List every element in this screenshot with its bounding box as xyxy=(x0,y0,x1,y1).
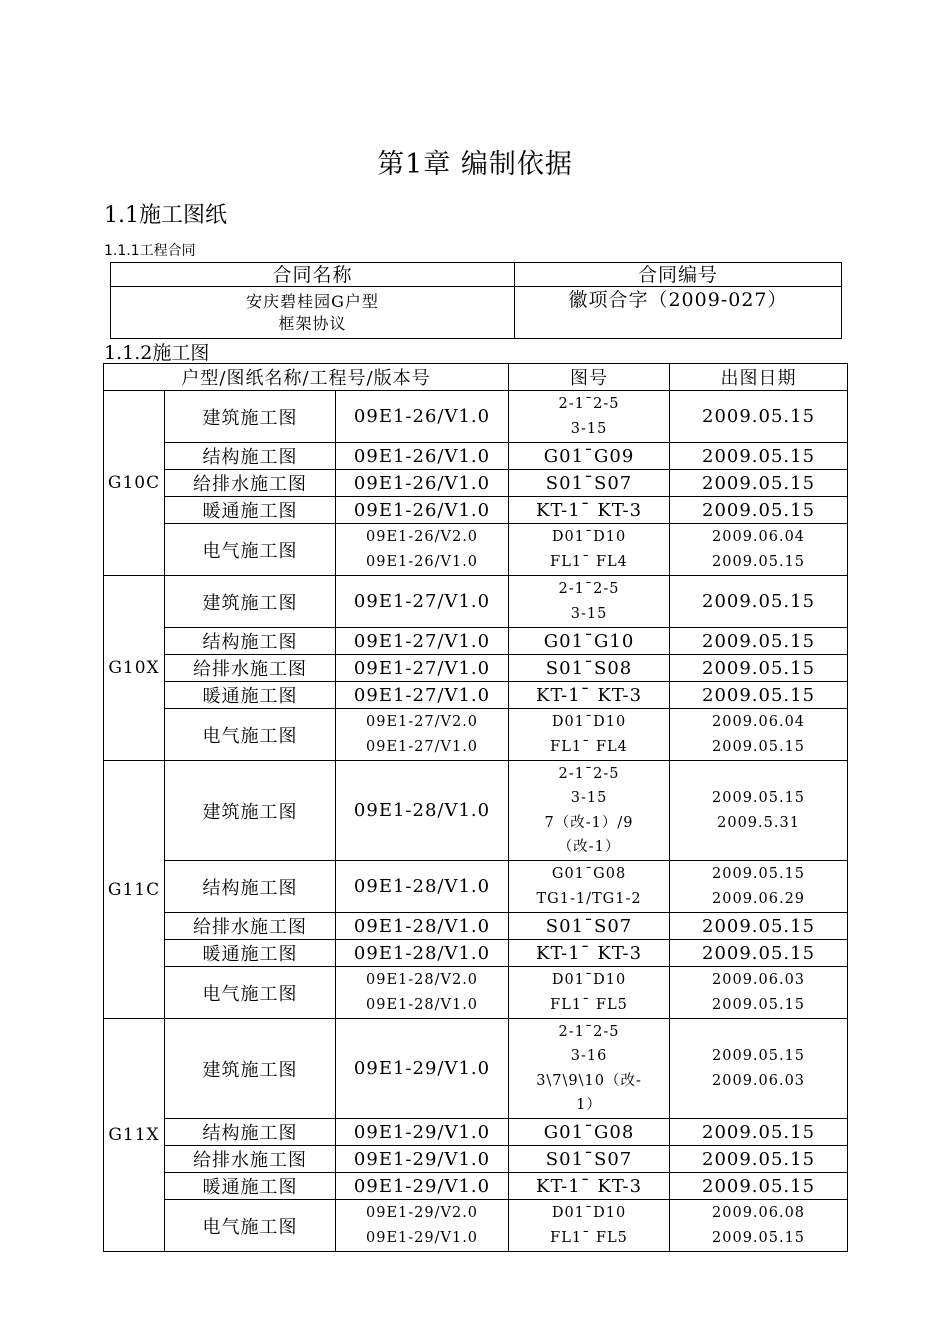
drawing-no-cell xyxy=(509,761,670,861)
project-no-cell xyxy=(336,628,509,655)
cell-line: FL1¯ FL5 xyxy=(550,996,628,1013)
drawing-no-cell xyxy=(509,576,670,628)
cell-line: 2009.06.04 xyxy=(712,529,806,545)
cell-line: KT-1¯ KT-3 xyxy=(536,684,643,706)
issue-date-cell xyxy=(670,628,848,655)
cell-line: 09E1-28/V1.0 xyxy=(353,915,491,937)
drawing-no-cell xyxy=(509,497,670,524)
cell-line: 09E1-28/V1.0 xyxy=(366,996,479,1013)
contract-name-cell xyxy=(111,287,515,339)
issue-date-cell xyxy=(670,709,848,761)
drawing-no-cell xyxy=(509,628,670,655)
cell-line: G01¯G10 xyxy=(543,630,635,652)
cell-line: 2009.06.03 xyxy=(712,972,806,988)
issue-date-cell xyxy=(670,655,848,682)
cell-line: 09E1-29/V1.0 xyxy=(353,1058,491,1079)
cell-line: 2009.05.15 xyxy=(712,738,806,755)
cell-line: KT-1¯ KT-3 xyxy=(536,1175,643,1197)
drawing-name-cell: 电气施工图 xyxy=(165,524,336,576)
drawing-name-cell: 电气施工图 xyxy=(165,709,336,761)
cell-line: 09E1-29/V1.0 xyxy=(353,1148,491,1170)
project-no-cell xyxy=(336,1119,509,1146)
unit-type-cell: G10X xyxy=(104,576,165,761)
table-row xyxy=(104,709,848,761)
cell-line: 2-1¯2-5 xyxy=(558,1023,620,1040)
drawing-no-cell xyxy=(509,861,670,913)
table-row xyxy=(104,524,848,576)
table-row xyxy=(104,576,848,628)
cell-line: 3-15 xyxy=(570,420,608,437)
cell-line: 2009.05.15 xyxy=(702,684,816,706)
table-row xyxy=(104,470,848,497)
cell-line: KT-1¯ KT-3 xyxy=(536,499,643,521)
cell-line: 09E1-26/V1.0 xyxy=(353,406,491,427)
project-no-cell xyxy=(336,524,509,576)
table-row xyxy=(104,1146,848,1173)
cell-line: 2009.5.31 xyxy=(717,814,800,831)
cell-line: 09E1-28/V1.0 xyxy=(353,800,491,821)
issue-date-cell xyxy=(670,940,848,967)
cell-line: 09E1-28/V2.0 xyxy=(366,972,479,988)
cell-line: 2009.05.15 xyxy=(702,445,816,467)
cell-line: 2009.05.15 xyxy=(702,630,816,652)
drawing-name-cell: 电气施工图 xyxy=(165,967,336,1019)
cell-line: 09E1-26/V1.0 xyxy=(353,445,491,467)
cell-line: 09E1-26/V1.0 xyxy=(353,472,491,494)
project-no-cell xyxy=(336,761,509,861)
cell-line: 3-15 xyxy=(570,790,608,806)
issue-date-cell xyxy=(670,682,848,709)
cell-line: D01¯D10 xyxy=(551,1205,627,1221)
cell-line: G01¯G08 xyxy=(551,866,627,882)
cell-line: 09E1-26/V1.0 xyxy=(353,499,491,521)
contract-table xyxy=(110,262,842,339)
project-no-cell xyxy=(336,682,509,709)
issue-date-cell xyxy=(670,576,848,628)
cell-line: G01¯G08 xyxy=(543,1121,635,1143)
chapter-title: 第1章 编制依据 xyxy=(377,149,573,180)
cell-line: FL1¯ FL5 xyxy=(550,1229,628,1246)
cell-line: S01¯S07 xyxy=(545,472,633,494)
drawing-no-cell xyxy=(509,1173,670,1200)
cell-line: 2009.05.15 xyxy=(702,591,816,612)
cell-line: 2009.05.15 xyxy=(712,1229,806,1246)
contract-header-number: 合同编号 xyxy=(515,263,842,287)
table-row xyxy=(104,913,848,940)
cell-line: 09E1-27/V1.0 xyxy=(353,630,491,652)
project-no-cell xyxy=(336,913,509,940)
cell-line: 2009.06.08 xyxy=(712,1205,806,1221)
project-no-cell xyxy=(336,497,509,524)
table-row xyxy=(104,497,848,524)
issue-date-cell xyxy=(670,967,848,1019)
table-row xyxy=(104,1200,848,1252)
contract-number-cell: 徽项合字（2009-027） xyxy=(515,287,842,339)
project-no-cell xyxy=(336,576,509,628)
contract-name-line: 框架协议 xyxy=(278,314,347,333)
drawing-name-cell: 建筑施工图 xyxy=(165,391,336,443)
issue-date-cell xyxy=(670,443,848,470)
drawing-no-cell xyxy=(509,1146,670,1173)
unit-type-cell: G10C xyxy=(104,391,165,576)
issue-date-cell xyxy=(670,1019,848,1119)
cell-line: 2009.05.15 xyxy=(702,472,816,494)
drawing-name-cell: 结构施工图 xyxy=(165,628,336,655)
cell-line: 2-1¯2-5 xyxy=(558,581,620,597)
cell-line: D01¯D10 xyxy=(551,529,627,545)
drawing-no-cell xyxy=(509,940,670,967)
cell-line: 2009.05.15 xyxy=(702,1175,816,1197)
cell-line: 09E1-27/V1.0 xyxy=(353,591,491,612)
drawing-no-cell xyxy=(509,1119,670,1146)
table-row xyxy=(104,1119,848,1146)
drawing-name-cell: 电气施工图 xyxy=(165,1200,336,1252)
table-row xyxy=(104,682,848,709)
cell-line: 2009.05.15 xyxy=(702,406,816,427)
cell-line: 2009.05.15 xyxy=(712,866,806,882)
cell-line: FL1¯ FL4 xyxy=(550,553,628,570)
cell-line: 2-1¯2-5 xyxy=(558,396,620,412)
drawing-name-cell: 给排水施工图 xyxy=(165,913,336,940)
drawing-name-cell: 暖通施工图 xyxy=(165,497,336,524)
cell-line: 2009.06.29 xyxy=(712,890,806,907)
unit-type-cell: G11X xyxy=(104,1019,165,1252)
cell-line: 09E1-27/V1.0 xyxy=(366,738,479,755)
cell-line: 2009.05.15 xyxy=(712,790,806,806)
project-no-cell xyxy=(336,443,509,470)
drawing-name-cell: 给排水施工图 xyxy=(165,655,336,682)
drawing-name-cell: 建筑施工图 xyxy=(165,761,336,861)
drawing-no-cell xyxy=(509,967,670,1019)
issue-date-cell xyxy=(670,1173,848,1200)
project-no-cell xyxy=(336,470,509,497)
contract-header-name: 合同名称 xyxy=(111,263,515,287)
cell-line: G01¯G09 xyxy=(543,445,635,467)
cell-line: 09E1-29/V2.0 xyxy=(366,1205,479,1221)
table-row xyxy=(104,391,848,443)
cell-line: （改-1） xyxy=(557,839,621,855)
issue-date-cell xyxy=(670,1119,848,1146)
drawing-no-cell xyxy=(509,1200,670,1252)
cell-line: 2009.05.15 xyxy=(702,1148,816,1170)
drawing-name-cell: 结构施工图 xyxy=(165,1119,336,1146)
header-type-name-project: 户型/图纸名称/工程号/版本号 xyxy=(104,364,509,391)
cell-line: KT-1¯ KT-3 xyxy=(536,942,643,964)
drawing-name-cell: 给排水施工图 xyxy=(165,1146,336,1173)
cell-line: 2009.05.15 xyxy=(712,553,806,570)
cell-line: 2009.05.15 xyxy=(702,499,816,521)
drawing-name-cell: 结构施工图 xyxy=(165,443,336,470)
drawing-name-cell: 结构施工图 xyxy=(165,861,336,913)
project-no-cell xyxy=(336,391,509,443)
project-no-cell xyxy=(336,940,509,967)
table-row xyxy=(104,761,848,861)
drawing-name-cell: 建筑施工图 xyxy=(165,576,336,628)
cell-line: 09E1-29/V1.0 xyxy=(353,1121,491,1143)
cell-line: 2-1¯2-5 xyxy=(558,765,620,782)
unit-type-cell: G11C xyxy=(104,761,165,1019)
cell-line: 2009.05.15 xyxy=(712,996,806,1013)
drawing-no-cell xyxy=(509,709,670,761)
cell-line: 2009.05.15 xyxy=(702,1121,816,1143)
cell-line: 7（改-1）/9 xyxy=(544,814,634,831)
issue-date-cell xyxy=(670,861,848,913)
drawing-name-cell: 暖通施工图 xyxy=(165,940,336,967)
section-title: 1.1施工图纸 xyxy=(104,203,227,228)
issue-date-cell xyxy=(670,913,848,940)
table-row xyxy=(104,628,848,655)
table-row xyxy=(104,967,848,1019)
issue-date-cell xyxy=(670,470,848,497)
table-row xyxy=(104,655,848,682)
project-no-cell xyxy=(336,655,509,682)
cell-line: 09E1-29/V1.0 xyxy=(353,1175,491,1197)
drawing-no-cell xyxy=(509,391,670,443)
drawing-no-cell xyxy=(509,1019,670,1119)
table-row xyxy=(104,861,848,913)
issue-date-cell xyxy=(670,524,848,576)
subsection-contract-title: 1.1.1工程合同 xyxy=(104,243,196,259)
project-no-cell xyxy=(336,861,509,913)
drawing-no-cell xyxy=(509,682,670,709)
table-row xyxy=(104,1019,848,1119)
cell-line: 2009.05.15 xyxy=(702,942,816,964)
cell-line: 09E1-28/V1.0 xyxy=(353,942,491,964)
issue-date-cell xyxy=(670,497,848,524)
cell-line: 3\7\9\10（改- xyxy=(536,1072,642,1089)
subsection-drawings-title: 1.1.2施工图 xyxy=(104,342,210,364)
cell-line: D01¯D10 xyxy=(551,972,627,988)
drawing-no-cell xyxy=(509,913,670,940)
drawing-no-cell xyxy=(509,443,670,470)
issue-date-cell xyxy=(670,391,848,443)
cell-line: 09E1-27/V1.0 xyxy=(353,657,491,679)
cell-line: S01¯S08 xyxy=(545,657,633,679)
drawings-table-body xyxy=(104,364,848,1252)
cell-line: 2009.05.15 xyxy=(702,915,816,937)
project-no-cell xyxy=(336,1173,509,1200)
cell-line: 2009.05.15 xyxy=(702,657,816,679)
project-no-cell xyxy=(336,1019,509,1119)
issue-date-cell xyxy=(670,761,848,861)
table-row xyxy=(104,1173,848,1200)
project-no-cell xyxy=(336,709,509,761)
cell-line: 2009.06.03 xyxy=(712,1072,806,1089)
table-row xyxy=(104,443,848,470)
cell-line: 3-15 xyxy=(570,605,608,622)
cell-line: D01¯D10 xyxy=(551,714,627,730)
cell-line: FL1¯ FL4 xyxy=(550,738,628,755)
header-issue-date: 出图日期 xyxy=(670,364,848,391)
drawing-name-cell: 暖通施工图 xyxy=(165,1173,336,1200)
cell-line: 09E1-26/V1.0 xyxy=(366,553,479,570)
contract-name-line: 安庆碧桂园G户型 xyxy=(246,292,379,311)
project-no-cell xyxy=(336,1200,509,1252)
drawing-no-cell xyxy=(509,470,670,497)
cell-line: 09E1-28/V1.0 xyxy=(353,876,491,897)
project-no-cell xyxy=(336,1146,509,1173)
cell-line: S01¯S07 xyxy=(545,1148,633,1170)
cell-line: 2009.05.15 xyxy=(712,1048,806,1064)
cell-line: 09E1-27/V1.0 xyxy=(353,684,491,706)
drawing-name-cell: 建筑施工图 xyxy=(165,1019,336,1119)
drawing-name-cell: 暖通施工图 xyxy=(165,682,336,709)
drawing-no-cell xyxy=(509,655,670,682)
drawing-no-cell xyxy=(509,524,670,576)
drawings-header-row xyxy=(104,364,848,391)
issue-date-cell xyxy=(670,1200,848,1252)
project-no-cell xyxy=(336,967,509,1019)
cell-line: 2009.06.04 xyxy=(712,714,806,730)
header-drawing-no: 图号 xyxy=(509,364,670,391)
drawing-name-cell: 给排水施工图 xyxy=(165,470,336,497)
cell-line: TG1-1/TG1-2 xyxy=(536,890,642,907)
cell-line: 09E1-27/V2.0 xyxy=(366,714,479,730)
table-row xyxy=(104,940,848,967)
cell-line: 09E1-26/V2.0 xyxy=(366,529,479,545)
cell-line: 09E1-29/V1.0 xyxy=(366,1229,479,1246)
cell-line: 1） xyxy=(576,1097,602,1113)
cell-line: S01¯S07 xyxy=(545,915,633,937)
drawings-table xyxy=(103,363,848,1252)
issue-date-cell xyxy=(670,1146,848,1173)
cell-line: 3-16 xyxy=(570,1048,608,1064)
